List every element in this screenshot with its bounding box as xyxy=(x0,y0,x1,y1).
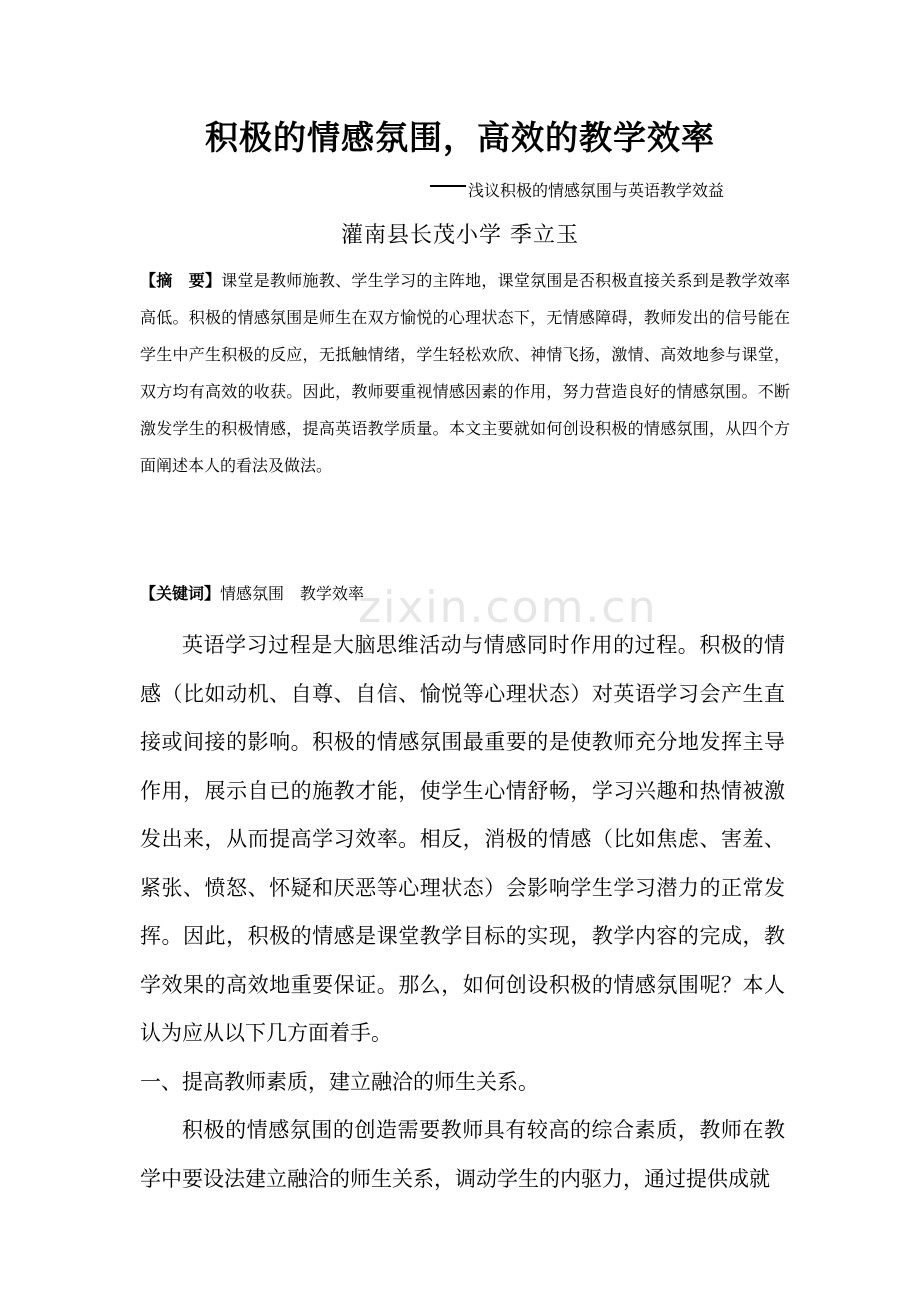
abstract-label: 【摘 要】 xyxy=(140,271,222,290)
keywords-label: 【关键词】 xyxy=(140,584,221,603)
subtitle-text: 浅议积极的情感氛围与英语教学效益 xyxy=(468,181,725,200)
abstract-paragraph xyxy=(140,262,790,484)
document-title: 积极的情感氛围，高效的教学效率 xyxy=(205,118,715,157)
section-heading-1: 一、提高教师素质，建立融洽的师生关系。 xyxy=(140,1070,539,1094)
keywords-text: 情感氛围 教学效率 xyxy=(220,584,365,603)
subtitle-dash xyxy=(430,185,466,187)
body-paragraph-2: 积极的情感氛围的创造需要教师具有较高的综合素质，教师在教学中要设法建立融洽的师生关系，调动学生的内驱力，通过提供成就 xyxy=(140,1118,785,1191)
body-paragraph-1: 英语学习过程是大脑思维活动与情感同时作用的过程。积极的情感（比如动机、自尊、自信、愉悦等心理状态）对英语学习会产生直接或间接的影响。积极的情感氛围最重要的是使教师充分地发挥主导作用，展示自已的施教才能，使学生心情舒畅，学习兴趣和热情被激发出来，从而提高学习效率。相反，消极的情感（比如焦虑、害羞、紧张、愤怒、怀疑和厌恶等心理状态）会影响学生学习潜力的正常发挥。因此，积极的情感是课堂教学目标的实现，教学内容的完成，教学效果的高效地重要保证。那么，如何创设积极的情感氛围呢？本人认为应从以下几方面着手。 xyxy=(140,633,785,1045)
author-line: 灌南县长茂小学 季立玉 xyxy=(341,223,579,248)
watermark: zixin.com.cn xyxy=(358,582,658,633)
document-subtitle xyxy=(430,178,724,201)
abstract-text: 课堂是教师施教、学生学习的主阵地，课堂氛围是否积极直接关系到是教学效率高低。积极的情感氛围是师生在双方愉悦的心理状态下，无情感障碍，教师发出的信号能在学生中产生积极的反应，无抵触情绪，学生轻松欢欣、神情飞扬，激情、高效地参与课堂，双方均有高效的收获。因此，教师要重视情感因素的作用，努力营造良好的情感氛围。不断激发学生的积极情感，提高英语教学质量。本文主要就如何创设积极的情感氛围，从四个方面阐述本人的看法及做法。 xyxy=(140,271,790,475)
